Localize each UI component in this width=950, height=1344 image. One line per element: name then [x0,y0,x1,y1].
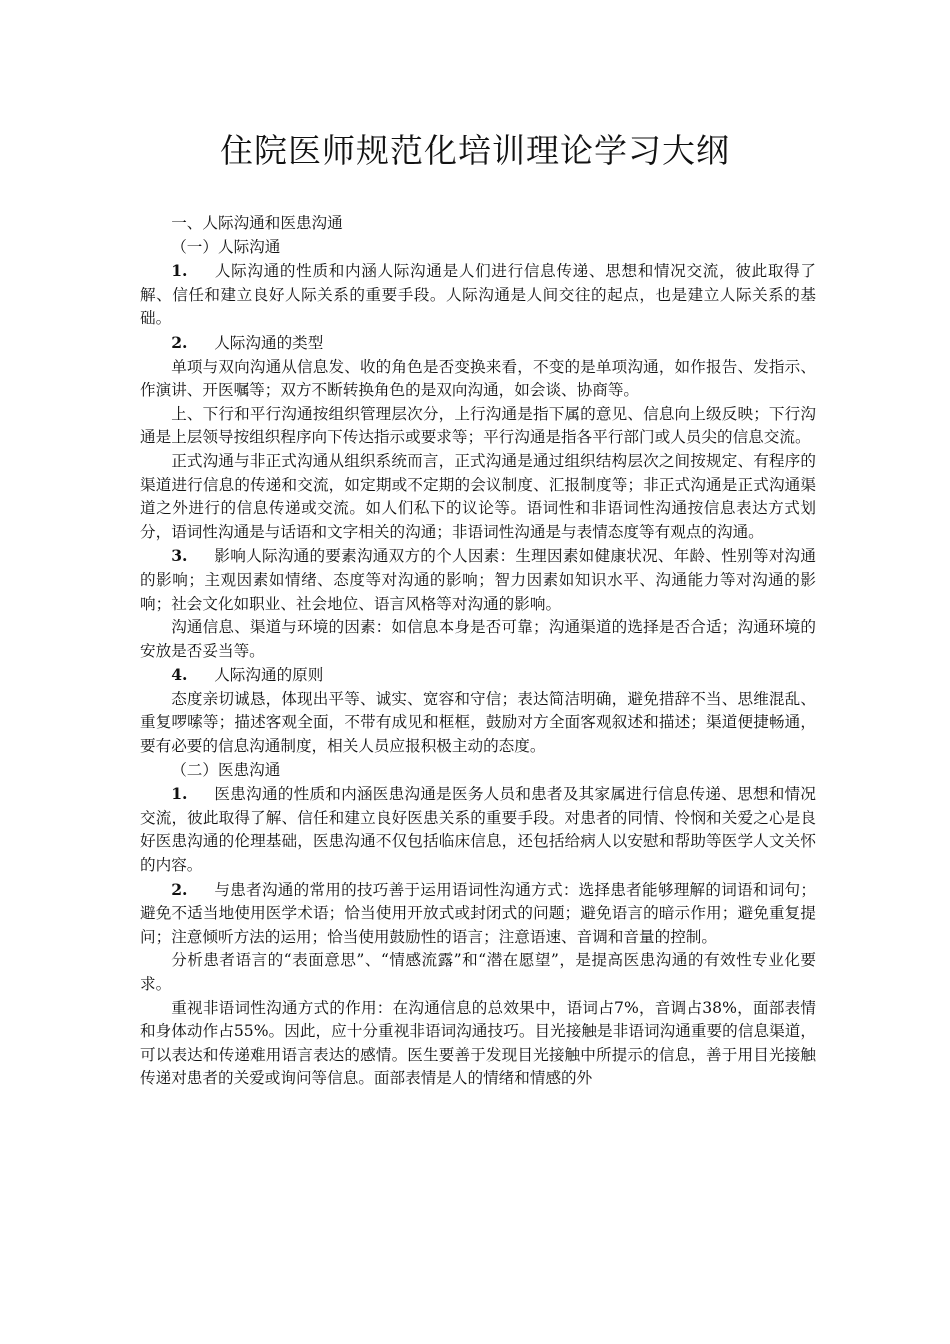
paragraph-text: 分析患者语言的“表面意思”、“情感流露”和“潜在愿望”，是提高医患沟通的有效性专业化要求。 [140,951,816,993]
paragraph-text: 医患沟通的性质和内涵医患沟通是医务人员和患者及其家属进行信息传递、思想和情况交流，彼此取得了解、信任和建立良好医患关系的重要手段。对患者的同情、怜悯和关爱之心是良好医患沟通的伦理基础，医患沟通不仅包括临床信息，还包括给病人以安慰和帮助等医学人文关怀的内容。 [140,785,816,875]
document-title: 住院医师规范化培训理论学习大纲 [220,131,730,170]
body-paragraph [140,403,816,450]
item-number: 3. [171,546,188,566]
body-paragraph [140,450,816,544]
body-paragraph [140,688,816,759]
numbered-paragraph [140,544,816,616]
body-paragraph [140,616,816,663]
paragraph-text: 一、人际沟通和医患沟通 [171,214,343,232]
item-number: 2. [171,879,188,899]
numbered-paragraph [140,259,816,331]
paragraph-text: 人际沟通的性质和内涵人际沟通是人们进行信息传递、思想和情况交流，彼此取得了解、信任和建立良好人际关系的重要手段。人际沟通是人间交往的起点，也是建立人际关系的基础。 [140,262,816,328]
paragraph-text: 人际沟通的原则 [214,666,324,685]
item-number: 4. [171,665,188,685]
section-heading [140,212,816,236]
item-number: 2. [171,332,188,352]
subsection-heading [140,236,816,260]
body-paragraph [140,997,816,1091]
numbered-paragraph [140,331,816,356]
paragraph-text: 人际沟通的类型 [214,333,324,352]
body-paragraph [140,949,816,996]
paragraph-text: 上、下行和平行沟通按组织管理层次分，上行沟通是指下属的意见、信息向上级反映；下行沟通是上层领导按组织程序向下传达指示或要求等；平行沟通是指各平行部门或人员尖的信息交流。 [140,404,816,447]
subsection-heading [140,759,816,783]
body-paragraph [140,356,816,403]
paragraph-text: 单项与双向沟通从信息发、收的角色是否变换来看，不变的是单项沟通，如作报告、发指示、作演讲、开医嘱等；双方不断转换角色的是双向沟通，如会谈、协商等。 [140,357,816,400]
numbered-paragraph [140,782,816,877]
paragraph-text: （一）人际沟通 [171,237,281,256]
paragraph-text: 与患者沟通的常用的技巧善于运用语词性沟通方式：选择患者能够理解的词语和词句；避免不适当地使用医学术语；恰当使用开放式或封闭式的问题；避免语言的暗示作用；避免重复提问；注意倾听方法的运用；恰当使用鼓励性的语言；注意语速、音调和音量的控制。 [140,880,816,946]
paragraph-text: 影响人际沟通的要素沟通双方的个人因素：生理因素如健康状况、年龄、性别等对沟通的影响；主观因素如情绪、态度等对沟通的影响；智力因素如知识水平、沟通能力等对沟通的影响；社会文化如职业、社会地位、语言风格等对沟通的影响。 [140,547,816,613]
numbered-paragraph [140,878,816,950]
document-body [140,212,816,1091]
numbered-paragraph [140,663,816,688]
item-number: 1. [171,261,188,281]
paragraph-text: （二）医患沟通 [171,760,281,779]
paragraph-text: 态度亲切诚恳，体现出平等、诚实、宽容和守信；表达简洁明确，避免措辞不当、思维混乱、重复啰嗦等；描述客观全面，不带有成见和框框，鼓励对方全面客观叙述和描述；渠道便捷畅通，要有必要的信息沟通制度，相关人员应报积极主动的态度。 [140,689,816,756]
paragraph-text: 重视非语词性沟通方式的作用：在沟通信息的总效果中，语词占7%，音调占38%，面部表情和身体动作占55%。因此，应十分重视非语词沟通技巧。目光接触是非语词沟通重要的信息渠道，可以表达和传递难用语言表达的感情。医生要善于发现目光接触中所提示的信息，善于用目光接触传递对患者的关爱或询问等信息。面部表情是人的情绪和情感的外 [140,998,816,1088]
paragraph-text: 正式沟通与非正式沟通从组织系统而言，正式沟通是通过组织结构层次之间按规定、有程序的渠道进行信息的传递和交流，如定期或不定期的会议制度、汇报制度等；非正式沟通是正式沟通渠道之外进行的信息传递或交流。如人们私下的议论等。语词性和非语词性沟通按信息表达方式划分，语词性沟通是与话语和文字相关的沟通；非语词性沟通是与表情态度等有观点的沟通。 [140,451,816,541]
paragraph-text: 沟通信息、渠道与环境的因素：如信息本身是否可靠；沟通渠道的选择是否合适；沟通环境的安放是否妥当等。 [140,618,816,660]
item-number: 1. [171,784,188,804]
